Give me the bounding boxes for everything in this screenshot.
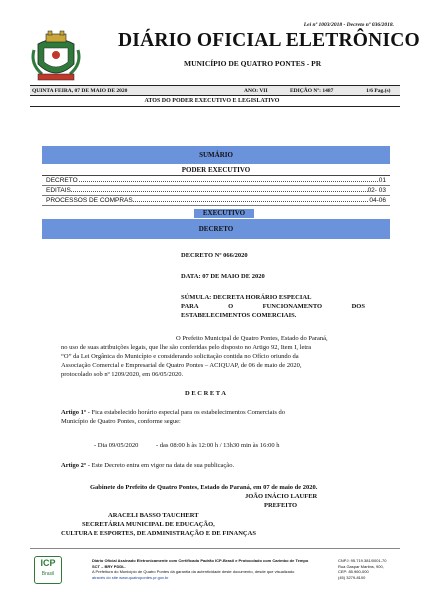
edition-date: QUINTA FEIRA, 07 DE MAIO DE 2020 <box>32 87 128 94</box>
toc-page: 01 <box>378 177 386 184</box>
article-1: Artigo 1º - Fica estabelecido horário especial para os estabelecimentos Comerciais do <box>61 409 285 416</box>
edition-info-bar <box>30 85 400 96</box>
toc-label: DECRETO <box>46 177 78 184</box>
decree-date: DATA: 07 DE MAIO DE 2020 <box>181 273 265 280</box>
signer-2-title: CULTURA E ESPORTES, DE ADMINISTRAÇÃO E DE FINANÇAS <box>61 530 256 537</box>
toc-label: PROCESSOS DE COMPRAS <box>46 197 133 204</box>
edition-number: EDIÇÃO Nº: 1487 <box>290 87 334 94</box>
intro-line: “O” da Lei Orgânica do Município e considerando solicitação contida no Ofício oriundo da <box>61 353 299 360</box>
edition-year: ANO: VII <box>244 87 268 94</box>
toc-row[interactable] <box>42 196 390 206</box>
executivo-label: EXECUTIVO <box>194 209 254 218</box>
intro-line: protocolado sob nº 1209/2020, em 06/05/2020. <box>61 371 184 378</box>
certification-text: Diário Oficial Assinado Eletronicamente com Certificado Padrão ICP-Brasil e Protocolado com Carimbo de Tempo SCT – BRY PDDL. A Prefeitura do Município de Quatro Pontes dá garantia da autenticidade deste documento, desde que visualizado através do site www.quatropontes.pr.gov.br <box>92 558 312 580</box>
decreto-bar <box>42 219 390 239</box>
summary-heading: SUMÁRIO <box>199 151 233 159</box>
decree-number: DECRETO Nº 066/2020 <box>181 252 248 259</box>
decree-summary-line: PARA O FUNCIONAMENTO DOS <box>181 303 365 310</box>
law-reference: Lei nº 1003/2018 - Decreto nº 036/2018. <box>303 22 394 28</box>
decreta-heading: D E C R E T A <box>185 390 226 397</box>
article-1-cont: Município de Quatro Pontes, conforme segue: <box>61 418 181 425</box>
signer-2-name: ARACELI BASSO TAUCHERT <box>108 512 199 519</box>
toc-row[interactable] <box>42 186 390 196</box>
page-count: 1/6 Pag.(s) <box>366 87 391 94</box>
contact-info: CNPJ: 95.719.381/0001-70 Rua Gaspar Martins, 900, CEP: 85.960-000 (45) 3279-8100 <box>338 558 387 580</box>
intro-line: O Prefeito Municipal de Quatro Pontes, Estado do Paraná, <box>176 335 328 342</box>
summary-subheading: PODER EXECUTIVO <box>42 166 390 176</box>
schedule-hours: - das 08:00 h às 12:00 h / 13h30 min às 16:00 h <box>156 442 280 449</box>
toc-page: 02- 03 <box>367 187 386 194</box>
intro-line: Associação Comercial e Empresarial de Quatro Pontes – ACIQUAP, de 06 de maio de 2020, <box>61 362 302 369</box>
website-link[interactable]: através do site www.quatropontes.pr.gov.br <box>92 574 169 580</box>
divider <box>30 106 400 107</box>
icp-brasil-logo: ICP Brasil <box>34 556 62 584</box>
decreto-bar-label: DECRETO <box>198 225 234 233</box>
section-heading: ATOS DO PODER EXECUTIVO E LEGISLATIVO <box>144 98 280 104</box>
publication-title: DIÁRIO OFICIAL ELETRÔNICO <box>118 30 420 51</box>
summary-table <box>42 176 390 206</box>
schedule-day: - Dia 09/05/2020 <box>94 442 139 449</box>
toc-page: 04-06 <box>369 197 386 204</box>
signer-2-title: SECRETÁRIA MUNICIPAL DE EDUCAÇÃO, <box>82 521 215 528</box>
intro-line: no uso de suas atribuições legais, que lhe são conferidas pelo disposto no Artigo 92, Item I, letra <box>61 344 312 351</box>
toc-label: EDITAIS <box>46 187 71 194</box>
article-2: Artigo 2º - Este Decreto entra em vigor na data de sua publicação. <box>61 462 235 469</box>
municipality-name: MUNICÍPIO DE QUATRO PONTES - PR <box>184 59 322 68</box>
signer-1-name: JOÃO INÁCIO LAUFER <box>245 493 318 500</box>
decree-summary-line: SÚMULA: DECRETA HORÁRIO ESPECIAL <box>181 294 312 301</box>
municipal-crest-logo <box>28 30 84 86</box>
decree-summary-line: ESTABELECIMENTOS COMERCIAIS. <box>181 312 297 319</box>
summary-bar <box>42 146 390 164</box>
signer-1-title: PREFEITO <box>264 502 298 509</box>
closing-line: Gabinete do Prefeito de Quatro Pontes, Estado do Paraná, em 07 de maio de 2020. <box>90 484 318 491</box>
toc-row[interactable] <box>42 176 390 186</box>
